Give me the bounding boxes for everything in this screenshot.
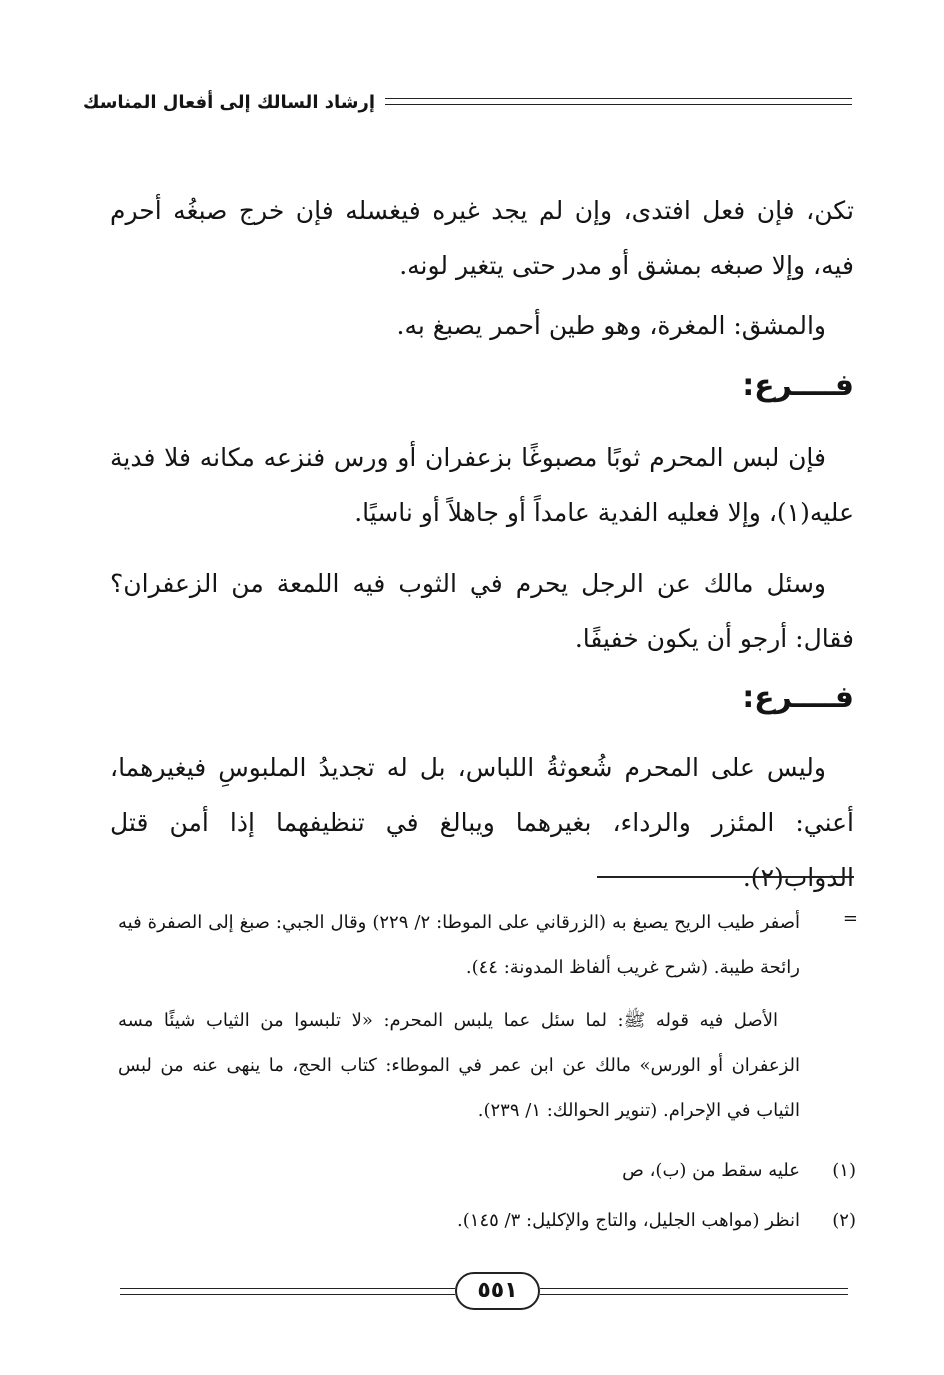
running-header-title: إرشاد السالك إلى أفعال المناسك: [82, 92, 375, 113]
footer-rule: [120, 1288, 455, 1289]
paragraph: والمشق: المغرة، وهو طين أحمر يصبغ به.: [396, 311, 826, 340]
footer-rule: [540, 1294, 848, 1295]
continuation-marker: =: [842, 908, 858, 929]
footer-rule: [540, 1288, 848, 1289]
footnote-continuation: الأصل فيه قوله ﷺ: لما سئل عما يلبس المحرم: «لا تلبسوا من الثياب شيئًا مسه الزعفران أو الورس» مالك عن ابن عمر في الموطاء: كتاب الحج، ما ينهى عنه من لبس الثياب في الإحرام. (تنوير الحوالك: ١/ ٢٣٩).: [118, 1010, 800, 1121]
footnote-number: (١): [832, 1160, 856, 1181]
footnote-text: عليه سقط من (ب)، ص: [622, 1160, 800, 1181]
footnote-continuation: أصفر طيب الريح يصبغ به (الزرقاني على الموطا: ٢/ ٢٢٩) وقال الجبي: صبغ إلى الصفرة فيه رائحة طيبة. (شرح غريب ألفاظ المدونة: ٤٤).: [118, 912, 800, 978]
footnote-separator: [597, 876, 854, 878]
footnote-text: انظر (مواهب الجليل، والتاج والإكليل: ٣/ ١٤٥).: [457, 1210, 800, 1231]
paragraph: وليس على المحرم شُعوثةُ اللباس، بل له تجديدُ الملبوسِ فيغيرهما، أعني: المئزر والرداء، بغيرهما ويبالغ في تنظيفهما إذا أمن قتل الدواب(٢).: [110, 753, 854, 892]
footnote-item: [118, 1198, 858, 1243]
paragraph: تكن، فإن فعل افتدى، وإن لم يجد غيره فيغسله فإن خرج صبغُه أحرم فيه، وإلا صبغه بمشق أو مدر حتى يتغير لونه.: [110, 196, 854, 280]
page-number: ٥٥١: [455, 1272, 540, 1310]
footer-rule: [120, 1294, 455, 1295]
header-rule: [385, 98, 852, 99]
footnote-number: (٢): [832, 1210, 856, 1231]
header-rule: [385, 104, 852, 105]
section-heading: فــــرع:: [742, 368, 854, 403]
footnotes: [118, 900, 858, 1235]
paragraph: فإن لبس المحرم ثوبًا مصبوغًا بزعفران أو ورس فنزعه مكانه فلا فدية عليه(١)، وإلا فعليه الفدية عامداً أو جاهلاً أو ناسيًا.: [110, 443, 854, 527]
footnote-item: [118, 1148, 858, 1193]
section-heading: فــــرع:: [742, 680, 854, 715]
paragraph: وسئل مالك عن الرجل يحرم في الثوب فيه اللمعة من الزعفران؟ فقال: أرجو أن يكون خفيفًا.: [110, 569, 854, 653]
